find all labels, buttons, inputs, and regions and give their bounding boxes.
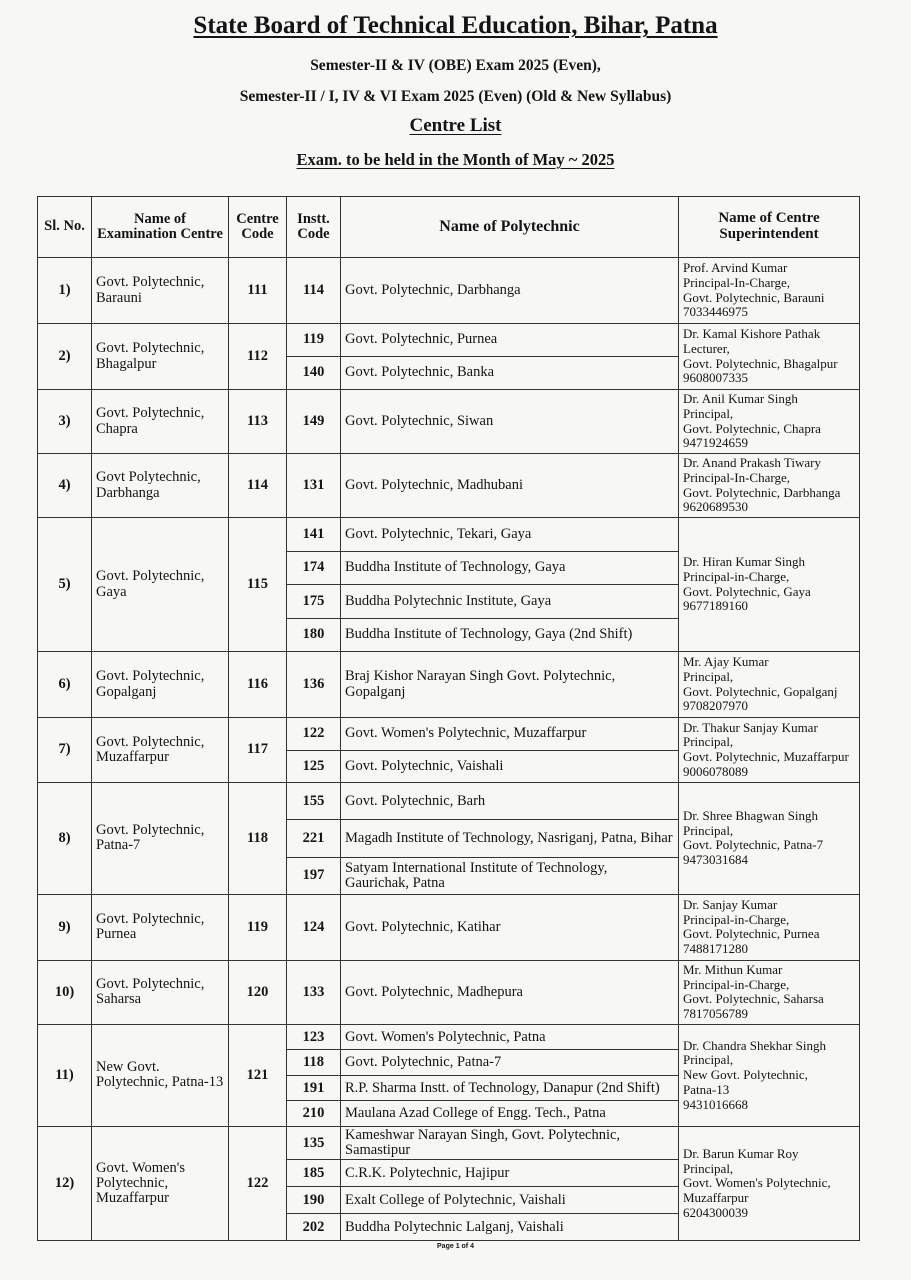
table-header-row [38, 197, 860, 258]
serial-number: 8) [38, 783, 92, 895]
superintendent-line: Govt. Polytechnic, Gaya [683, 583, 811, 599]
exam-centre-name: Govt Polytechnic, Darbhanga [92, 454, 229, 518]
institute-code: 124 [287, 894, 341, 960]
polytechnic-name: Magadh Institute of Technology, Nasriganj, Patna, Bihar [341, 820, 679, 857]
superintendent-line: Dr. Sanjay Kumar [683, 897, 778, 913]
superintendent-line: Mr. Ajay Kumar [683, 654, 769, 670]
superintendent-line: Lecturer, [683, 340, 730, 356]
superintendent-line: 9708207970 [683, 698, 748, 714]
exam-centre-name: Govt. Polytechnic, Bhagalpur [92, 324, 229, 390]
superintendent-line: Mr. Mithun Kumar [683, 962, 783, 978]
exam-centre-name: Govt. Polytechnic, Gopalganj [92, 652, 229, 718]
centre-code: 111 [229, 258, 287, 324]
superintendent-line: Dr. Barun Kumar Roy [683, 1145, 799, 1161]
table-row [38, 454, 860, 518]
institute-code: 190 [287, 1187, 341, 1214]
table-row [38, 894, 860, 960]
serial-number: 10) [38, 960, 92, 1024]
table-row [38, 783, 860, 820]
superintendent-line: Principal-in-Charge, [683, 568, 790, 584]
centre-code: 119 [229, 894, 287, 960]
institute-code: 131 [287, 454, 341, 518]
institute-code: 180 [287, 618, 341, 652]
institute-code: 210 [287, 1101, 341, 1127]
superintendent-line: 9620689530 [683, 499, 748, 515]
centre-code: 121 [229, 1024, 287, 1126]
col-header-superintendent: Name of Centre Superintendent [679, 197, 860, 258]
institute-code: 191 [287, 1075, 341, 1101]
superintendent-line: 9473031684 [683, 852, 748, 868]
superintendent-line: Govt. Polytechnic, Muzaffarpur [683, 749, 849, 764]
superintendent-line: Govt. Polytechnic, Patna-7 [683, 837, 824, 853]
polytechnic-name: Buddha Polytechnic Institute, Gaya [341, 585, 679, 619]
superintendent-line: Principal, [683, 405, 734, 421]
institute-code: 202 [287, 1214, 341, 1241]
institute-code: 133 [287, 960, 341, 1024]
polytechnic-name: Govt. Polytechnic, Barh [341, 783, 679, 820]
polytechnic-name: Maulana Azad College of Engg. Tech., Patna [341, 1101, 679, 1127]
polytechnic-name: Govt. Polytechnic, Patna-7 [341, 1050, 679, 1076]
superintendent-line: Principal, [683, 1052, 734, 1068]
centre-code: 116 [229, 652, 287, 718]
serial-number: 11) [38, 1024, 92, 1126]
superintendent-line: Principal-In-Charge, [683, 274, 790, 290]
institute-code: 119 [287, 324, 341, 357]
exam-centre-name: Govt. Polytechnic, Barauni [92, 258, 229, 324]
polytechnic-name: Kameshwar Narayan Singh, Govt. Polytechnic, Samastipur [341, 1126, 679, 1159]
exam-centre-name: Govt. Polytechnic, Chapra [92, 390, 229, 454]
serial-number: 4) [38, 454, 92, 518]
col-header-centre-code: Centre Code [229, 197, 287, 258]
superintendent-line: 7033446975 [683, 304, 748, 320]
superintendent-line: Govt. Polytechnic, Bhagalpur [683, 355, 838, 371]
centre-list-heading: Centre List [409, 115, 502, 136]
institute-code: 136 [287, 652, 341, 718]
serial-number: 5) [38, 518, 92, 652]
table-row [38, 1024, 860, 1050]
centre-list-table [37, 196, 860, 1241]
exam-centre-name: New Govt. Polytechnic, Patna-13 [92, 1024, 229, 1126]
centre-code: 112 [229, 324, 287, 390]
exam-line-2: Semester-II / I, IV & VI Exam 2025 (Even) (Old & New Syllabus) [239, 88, 672, 105]
polytechnic-name: Braj Kishor Narayan Singh Govt. Polytechnic, Gopalganj [341, 652, 679, 718]
superintendent-line: 9677189160 [683, 598, 748, 614]
polytechnic-name: Govt. Polytechnic, Madhepura [341, 960, 679, 1024]
superintendent-line: Dr. Chandra Shekhar Singh [683, 1037, 826, 1053]
superintendent-line: 9471924659 [683, 435, 748, 451]
superintendent-line: Muzaffarpur [683, 1190, 749, 1206]
centre-code: 113 [229, 390, 287, 454]
serial-number: 1) [38, 258, 92, 324]
centre-superintendent [679, 518, 860, 652]
polytechnic-name: Govt. Polytechnic, Tekari, Gaya [341, 518, 679, 552]
institute-code: 197 [287, 857, 341, 894]
exam-centre-name: Govt. Women's Polytechnic, Muzaffarpur [92, 1126, 229, 1240]
polytechnic-name: Govt. Women's Polytechnic, Muzaffarpur [341, 718, 679, 751]
centre-code: 114 [229, 454, 287, 518]
superintendent-line: Govt. Polytechnic, Darbhanga [683, 484, 841, 500]
polytechnic-name: Exalt College of Polytechnic, Vaishali [341, 1187, 679, 1214]
board-title: State Board of Technical Education, Bihar, Patna [193, 12, 718, 39]
serial-number: 6) [38, 652, 92, 718]
polytechnic-name: Buddha Institute of Technology, Gaya (2nd Shift) [341, 618, 679, 652]
centre-superintendent [679, 324, 860, 390]
polytechnic-name: Govt. Polytechnic, Purnea [341, 324, 679, 357]
table-row [38, 324, 860, 357]
centre-superintendent [679, 1126, 860, 1240]
polytechnic-name: Govt. Polytechnic, Madhubani [341, 454, 679, 518]
superintendent-line: Govt. Polytechnic, Gopalganj [683, 683, 838, 699]
table-row [38, 718, 860, 751]
serial-number: 12) [38, 1126, 92, 1240]
polytechnic-name: Buddha Institute of Technology, Gaya [341, 551, 679, 585]
centre-superintendent [679, 783, 860, 895]
superintendent-line: 9608007335 [683, 370, 748, 386]
polytechnic-name: Buddha Polytechnic Lalganj, Vaishali [341, 1214, 679, 1241]
polytechnic-name: Govt. Polytechnic, Katihar [341, 894, 679, 960]
superintendent-line: Govt. Polytechnic, Purnea [683, 926, 820, 942]
centre-code: 117 [229, 718, 287, 783]
page-number: Page 1 of 4 [437, 1243, 474, 1250]
centre-code: 115 [229, 518, 287, 652]
exam-centre-name: Govt. Polytechnic, Saharsa [92, 960, 229, 1024]
centre-superintendent [679, 390, 860, 454]
superintendent-line: 7488171280 [683, 941, 748, 957]
superintendent-line: Dr. Anil Kumar Singh [683, 391, 798, 407]
table-row [38, 390, 860, 454]
polytechnic-name: R.P. Sharma Instt. of Technology, Danapur (2nd Shift) [341, 1075, 679, 1101]
superintendent-line: Principal, [683, 822, 734, 838]
exam-centre-name: Govt. Polytechnic, Purnea [92, 894, 229, 960]
superintendent-line: New Govt. Polytechnic, [683, 1067, 808, 1083]
polytechnic-name: Govt. Polytechnic, Darbhanga [341, 258, 679, 324]
institute-code: 185 [287, 1160, 341, 1187]
superintendent-line: Dr. Thakur Sanjay Kumar [683, 719, 818, 735]
col-header-sl: Sl. No. [38, 197, 92, 258]
table-row [38, 960, 860, 1024]
institute-code: 155 [287, 783, 341, 820]
exam-month-line: Exam. to be held in the Month of May ~ 2025 [296, 150, 615, 169]
superintendent-line: 6204300039 [683, 1204, 748, 1220]
superintendent-line: Govt. Polytechnic, Barauni [683, 289, 825, 305]
institute-code: 141 [287, 518, 341, 552]
exam-centre-name: Govt. Polytechnic, Muzaffarpur [92, 718, 229, 783]
institute-code: 135 [287, 1126, 341, 1159]
superintendent-line: Patna-13 [683, 1081, 730, 1097]
superintendent-line: Principal, [683, 1160, 734, 1176]
institute-code: 122 [287, 718, 341, 751]
superintendent-line: 7817056789 [683, 1006, 748, 1022]
polytechnic-name: Satyam International Institute of Technology, Gaurichak, Patna [341, 857, 679, 894]
institute-code: 221 [287, 820, 341, 857]
exam-centre-name: Govt. Polytechnic, Gaya [92, 518, 229, 652]
polytechnic-name: Govt. Polytechnic, Banka [341, 357, 679, 390]
institute-code: 149 [287, 390, 341, 454]
institute-code: 175 [287, 585, 341, 619]
polytechnic-name: Govt. Polytechnic, Vaishali [341, 750, 679, 783]
superintendent-line: Dr. Hiran Kumar Singh [683, 554, 806, 570]
serial-number: 7) [38, 718, 92, 783]
serial-number: 3) [38, 390, 92, 454]
col-header-polytechnic: Name of Polytechnic [341, 197, 679, 258]
superintendent-line: 9006078089 [683, 763, 748, 779]
superintendent-line: Principal, [683, 734, 734, 750]
table-row [38, 1126, 860, 1159]
centre-superintendent [679, 894, 860, 960]
table-row [38, 258, 860, 324]
table-row [38, 652, 860, 718]
serial-number: 9) [38, 894, 92, 960]
superintendent-line: Dr. Kamal Kishore Pathak [683, 326, 821, 342]
institute-code: 118 [287, 1050, 341, 1076]
centre-superintendent [679, 454, 860, 518]
superintendent-line: Dr. Anand Prakash Tiwary [683, 455, 821, 471]
centre-superintendent [679, 718, 860, 783]
centre-superintendent [679, 258, 860, 324]
superintendent-line: Principal-in-Charge, [683, 976, 790, 992]
superintendent-line: Principal-in-Charge, [683, 911, 790, 927]
exam-centre-name: Govt. Polytechnic, Patna-7 [92, 783, 229, 895]
exam-line-1: Semester-II & IV (OBE) Exam 2025 (Even), [310, 57, 601, 74]
polytechnic-name: C.R.K. Polytechnic, Hajipur [341, 1160, 679, 1187]
centre-code: 118 [229, 783, 287, 895]
centre-superintendent [679, 1024, 860, 1126]
institute-code: 123 [287, 1024, 341, 1050]
superintendent-line: Govt. Polytechnic, Saharsa [683, 991, 824, 1007]
institute-code: 125 [287, 750, 341, 783]
superintendent-line: 9431016668 [683, 1096, 748, 1112]
superintendent-line: Dr. Shree Bhagwan Singh [683, 808, 819, 824]
superintendent-line: Principal, [683, 668, 734, 684]
table-body [38, 258, 860, 1241]
centre-superintendent [679, 652, 860, 718]
institute-code: 174 [287, 551, 341, 585]
centre-code: 122 [229, 1126, 287, 1240]
institute-code: 140 [287, 357, 341, 390]
superintendent-line: Govt. Polytechnic, Chapra [683, 420, 821, 436]
col-header-instt-code: Instt. Code [287, 197, 341, 258]
centre-code: 120 [229, 960, 287, 1024]
polytechnic-name: Govt. Women's Polytechnic, Patna [341, 1024, 679, 1050]
table-row [38, 518, 860, 552]
superintendent-line: Govt. Women's Polytechnic, [683, 1175, 831, 1191]
superintendent-line: Prof. Arvind Kumar [683, 260, 788, 276]
col-header-centre: Name of Examination Centre [92, 197, 229, 258]
centre-superintendent [679, 960, 860, 1024]
serial-number: 2) [38, 324, 92, 390]
institute-code: 114 [287, 258, 341, 324]
superintendent-line: Principal-In-Charge, [683, 469, 790, 485]
polytechnic-name: Govt. Polytechnic, Siwan [341, 390, 679, 454]
